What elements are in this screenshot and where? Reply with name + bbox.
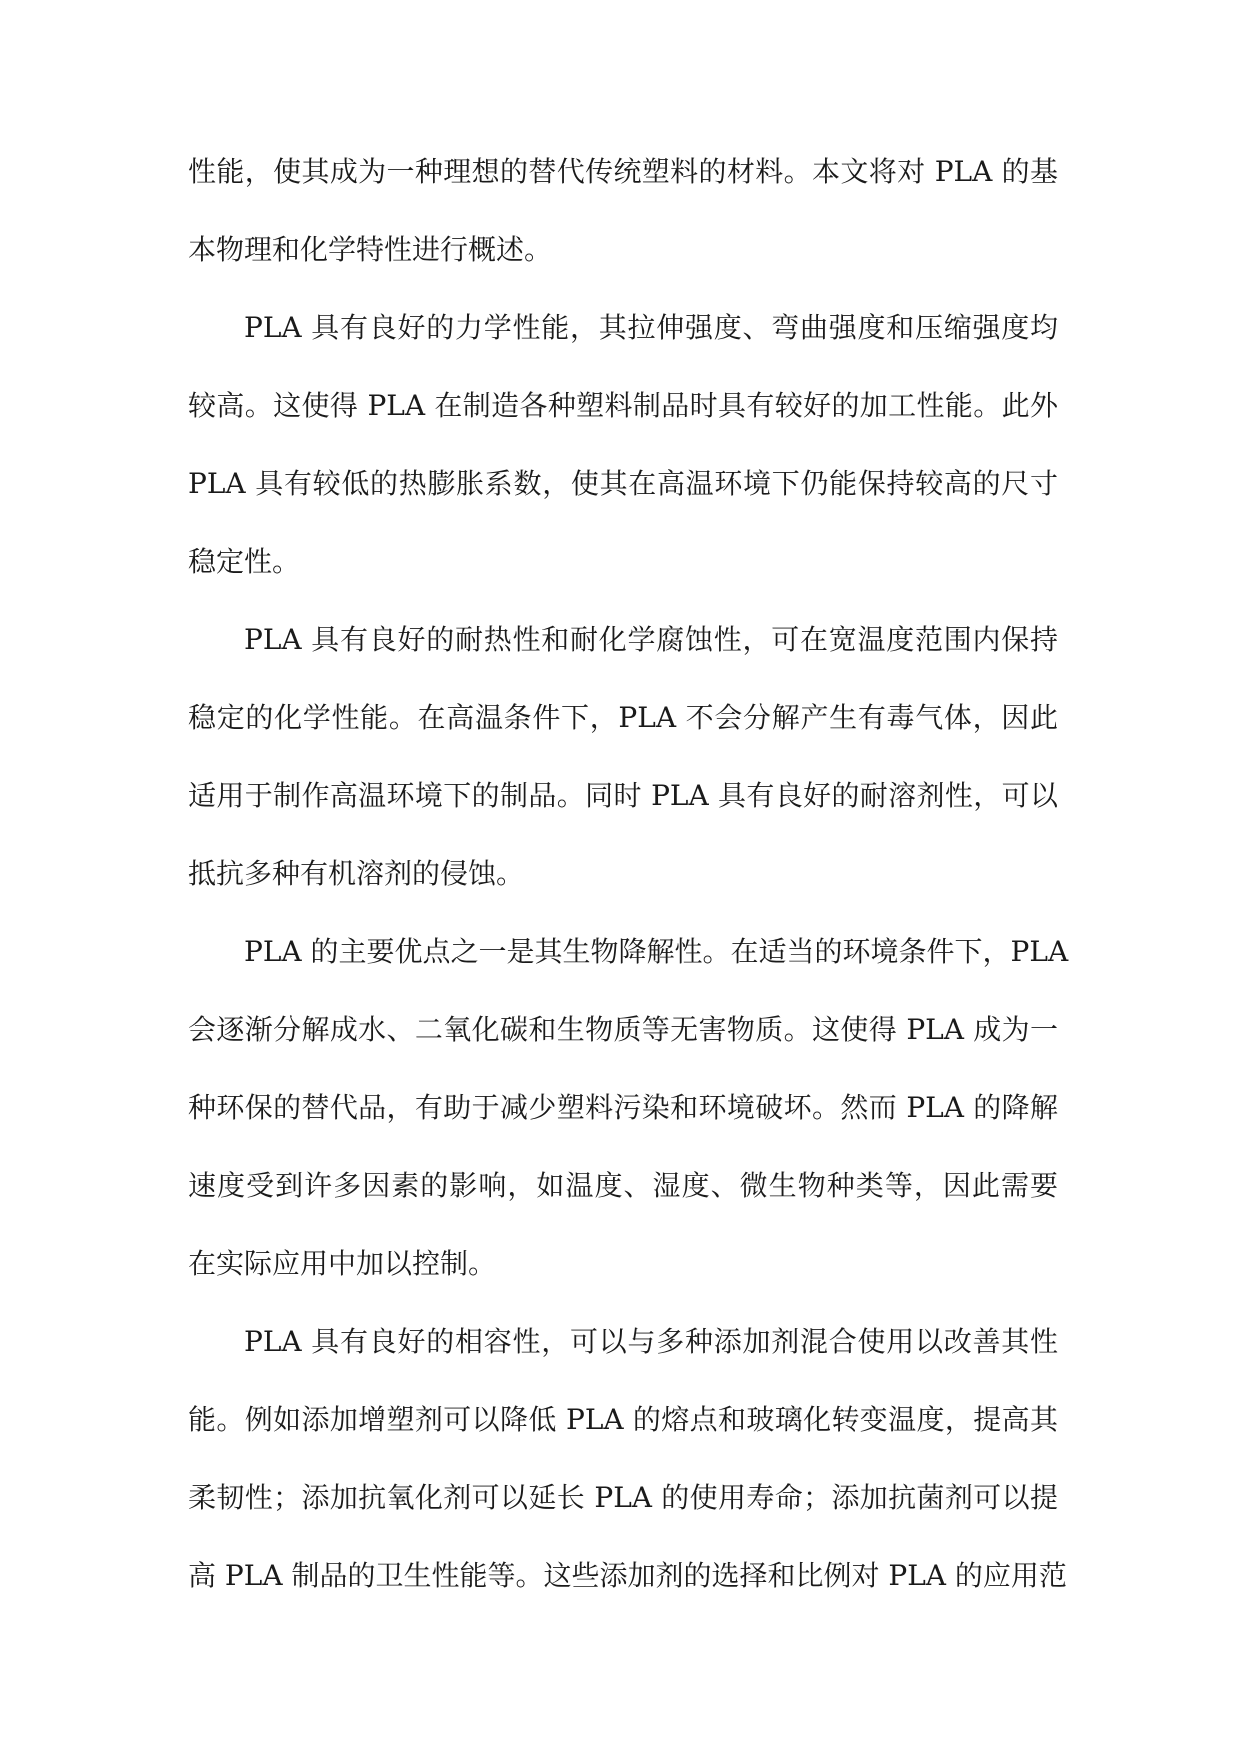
paragraph-first-line: PLA 具有良好的力学性能，其拉伸强度、弯曲强度和压缩强度均 xyxy=(244,311,1058,344)
text-line: 性能，使其成为一种理想的替代传统塑料的材料。本文将对 PLA 的基 xyxy=(188,155,1058,188)
text-line: 较高。这使得 PLA 在制造各种塑料制品时具有较好的加工性能。此外 xyxy=(188,389,1058,422)
text-line: PLA 具有较低的热膨胀系数，使其在高温环境下仍能保持较高的尺寸 xyxy=(188,467,1058,500)
text-line: 能。例如添加增塑剂可以降低 PLA 的熔点和玻璃化转变温度，提高其 xyxy=(188,1403,1058,1436)
text-line: 稳定的化学性能。在高温条件下，PLA 不会分解产生有毒气体，因此 xyxy=(188,701,1058,734)
text-line: 速度受到许多因素的影响，如温度、湿度、微生物种类等，因此需要 xyxy=(188,1169,1058,1202)
paragraph-first-line: PLA 的主要优点之一是其生物降解性。在适当的环境条件下，PLA xyxy=(244,935,1069,968)
text-line: 柔韧性；添加抗氧化剂可以延长 PLA 的使用寿命；添加抗菌剂可以提 xyxy=(188,1481,1058,1514)
paragraph-first-line: PLA 具有良好的耐热性和耐化学腐蚀性，可在宽温度范围内保持 xyxy=(244,623,1058,656)
text-line: 抵抗多种有机溶剂的侵蚀。 xyxy=(188,857,525,890)
text-line: 会逐渐分解成水、二氧化碳和生物质等无害物质。这使得 PLA 成为一 xyxy=(188,1013,1058,1046)
text-line: 适用于制作高温环境下的制品。同时 PLA 具有良好的耐溶剂性，可以 xyxy=(188,779,1058,812)
text-line: 稳定性。 xyxy=(188,545,301,578)
document-page xyxy=(188,140,1069,1622)
text-line: 种环保的替代品，有助于减少塑料污染和环境破坏。然而 PLA 的降解 xyxy=(188,1091,1058,1124)
text-line: 高 PLA 制品的卫生性能等。这些添加剂的选择和比例对 PLA 的应用范 xyxy=(188,1559,1067,1592)
text-line: 本物理和化学特性进行概述。 xyxy=(188,233,553,266)
document-body xyxy=(188,140,1069,1622)
text-line: 在实际应用中加以控制。 xyxy=(188,1247,497,1280)
paragraph-first-line: PLA 具有良好的相容性，可以与多种添加剂混合使用以改善其性 xyxy=(244,1325,1058,1358)
